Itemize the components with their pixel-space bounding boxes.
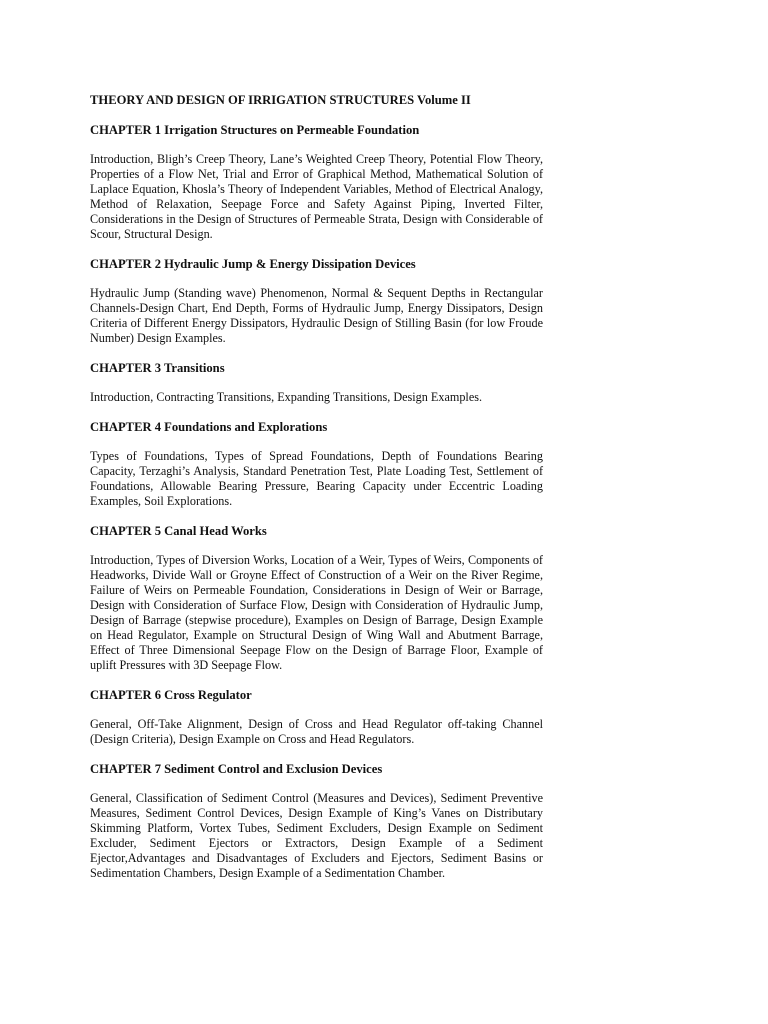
chapter-2: [90, 257, 543, 346]
chapter-3: [90, 361, 543, 405]
chapter-body: General, Off-Take Alignment, Design of Cross and Head Regulator off-taking Channel (Design Criteria), Design Example on Cross and Head Regulators.: [90, 717, 543, 746]
chapter-heading: CHAPTER 3 Transitions: [90, 361, 225, 375]
chapter-body: Introduction, Bligh’s Creep Theory, Lane’s Weighted Creep Theory, Potential Flow Theory, Properties of a Flow Net, Trial and Error of Graphical Method, Mathematical Solution of Laplace Equation, Khosla’s Theory of Independent Variables, Method of Electrical Analogy, Method of Relaxation, Seepage Force and Safety Against Piping, Inverted Filter, Considerations in the Design of Structures of Permeable Strata, Design with Considerable of Scour, Structural Design.: [90, 152, 543, 241]
chapter-4: [90, 420, 543, 509]
chapter-heading: CHAPTER 7 Sediment Control and Exclusion Devices: [90, 762, 383, 776]
chapter-6: [90, 688, 543, 747]
chapter-heading: CHAPTER 6 Cross Regulator: [90, 688, 252, 702]
chapter-heading: CHAPTER 5 Canal Head Works: [90, 524, 267, 538]
chapter-5: [90, 524, 543, 673]
chapter-heading: CHAPTER 4 Foundations and Explorations: [90, 420, 328, 434]
chapter-body: Introduction, Contracting Transitions, Expanding Transitions, Design Examples.: [90, 390, 483, 404]
chapter-body: Introduction, Types of Diversion Works, Location of a Weir, Types of Weirs, Components of Headworks, Divide Wall or Groyne Effect of Construction of a Weir on the River Regime, Failure of Weirs on Permeable Foundation, Considerations in Design of Weir or Barrage, Design with Consideration of Surface Flow, Design with Consideration of Hydraulic Jump, Design of Barrage (stepwise procedure), Examples on Design of Barrage, Design Example on Head Regulator, Example on Structural Design of Wing Wall and Abutment Barrage, Effect of Three Dimensional Seepage Flow on the Design of Barrage Floor, Example of uplift Pressures with 3D Seepage Flow.: [90, 553, 543, 672]
document-content: [90, 93, 543, 881]
chapter-body: Types of Foundations, Types of Spread Foundations, Depth of Foundations Bearing Capacity, Terzaghi’s Analysis, Standard Penetration Test, Plate Loading Test, Settlement of Foundations, Allowable Bearing Pressure, Bearing Capacity under Eccentric Loading Examples, Soil Explorations.: [90, 449, 543, 508]
chapter-body: Hydraulic Jump (Standing wave) Phenomenon, Normal & Sequent Depths in Rectangular Channels-Design Chart, End Depth, Forms of Hydraulic Jump, Energy Dissipators, Design Criteria of Different Energy Dissipators, Hydraulic Design of Stilling Basin (for low Froude Number) Design Examples.: [90, 286, 543, 345]
chapter-heading: CHAPTER 1 Irrigation Structures on Permeable Foundation: [90, 123, 420, 137]
chapter-1: [90, 123, 543, 242]
chapter-body: General, Classification of Sediment Control (Measures and Devices), Sediment Preventive Measures, Sediment Control Devices, Design Example of King’s Vanes on Distributary Skimming Platform, Vortex Tubes, Sediment Excluders, Design Example on Sediment Excluder, Sediment Ejectors or Extractors, Design Example of a Sediment Ejector,Advantages and Disadvantages of Excluders and Ejectors, Sediment Basins or Sedimentation Chambers, Design Example of a Sedimentation Chamber.: [90, 791, 543, 880]
chapter-7: [90, 762, 543, 881]
document-title: THEORY AND DESIGN OF IRRIGATION STRUCTURES Volume II: [90, 93, 471, 107]
chapter-heading: CHAPTER 2 Hydraulic Jump & Energy Dissipation Devices: [90, 257, 416, 271]
